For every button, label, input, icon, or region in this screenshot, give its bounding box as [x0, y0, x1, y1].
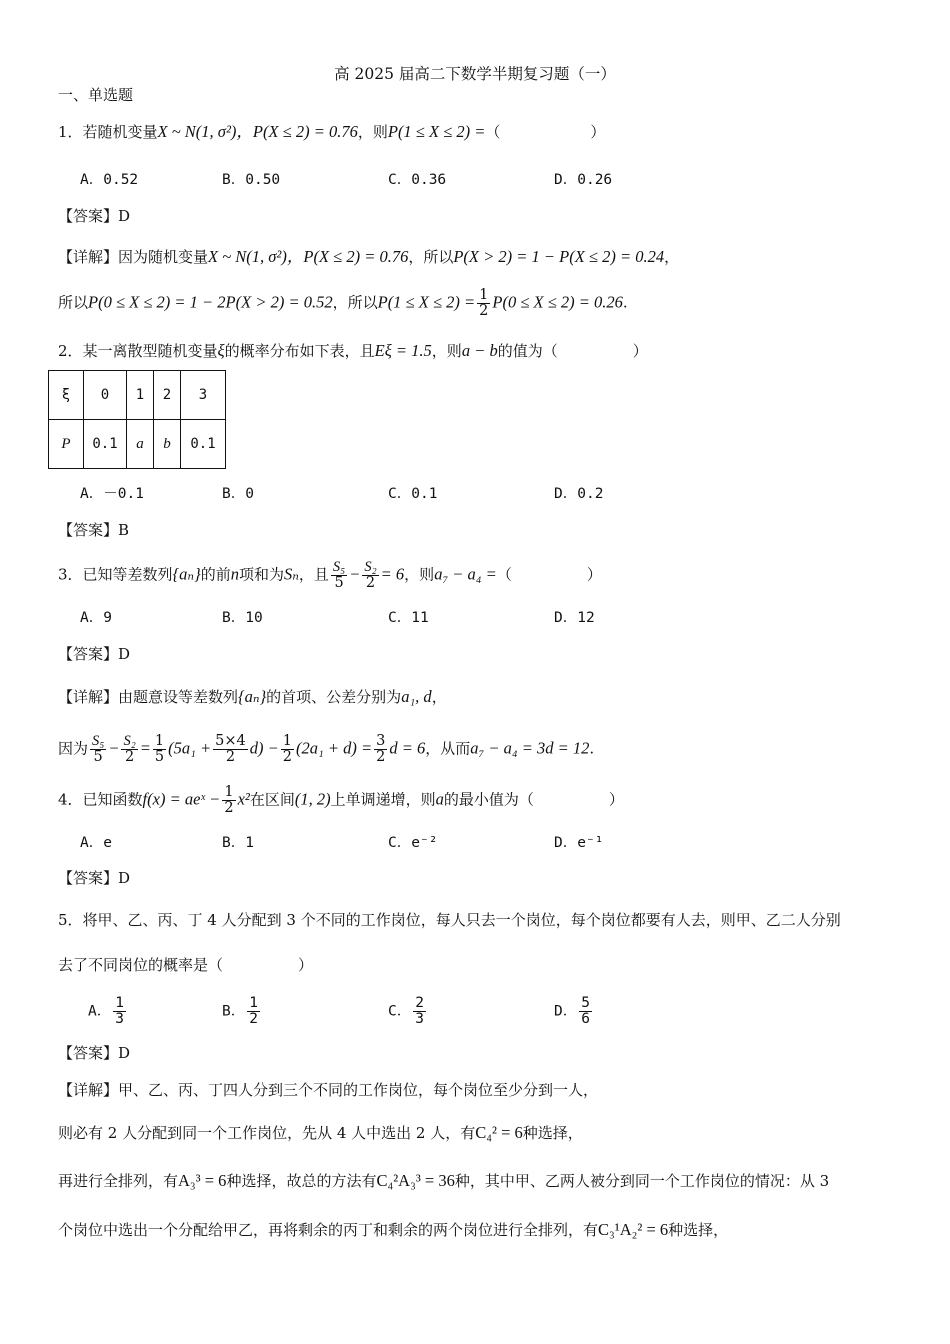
q3-detail-text: 的首项、公差分别为 — [266, 688, 402, 706]
q5-detail-line-4 — [58, 1219, 728, 1241]
q2-text: ，则 — [431, 342, 462, 360]
q1-detail-text: ，所以 — [408, 248, 454, 266]
q1-detail-math: P(X > 2) = 1 − P(X ≤ 2) = 0.24 — [453, 247, 665, 266]
q5-option-a — [88, 996, 128, 1027]
detail-label: 【详解】 — [58, 688, 119, 706]
q2-answer-value: B — [118, 521, 130, 539]
q3-paren: （ ） — [496, 565, 602, 584]
q4-answer-value: D — [118, 869, 131, 887]
fraction-denominator: 2 — [249, 1011, 258, 1027]
q3-text: 3．已知等差数列 — [58, 565, 173, 584]
fraction — [413, 996, 426, 1027]
q1-option-c: C．0.36 — [388, 172, 447, 188]
q1-text-2: ，则 — [357, 123, 388, 141]
q3-detail-text: ，从而 — [425, 739, 471, 758]
q3-detail-math: (2a₁ + d) = — [295, 738, 373, 758]
fraction — [90, 734, 106, 765]
q4-option-d: D．e⁻¹ — [554, 835, 604, 851]
fraction-numerator: S₅ — [332, 559, 346, 575]
fraction-half — [477, 288, 490, 319]
fraction-numerator: 1 — [115, 995, 124, 1011]
q1-paren: （ ） — [485, 123, 606, 141]
q1-text: 1．若随机变量 — [58, 123, 158, 141]
q2-option-a: A．－0.1 — [80, 486, 144, 502]
fraction-numerator: 1 — [224, 784, 234, 800]
fraction-denominator: 2 — [282, 749, 292, 765]
answer-label: 【答案】 — [58, 869, 119, 887]
q1-detail-line-2 — [58, 288, 628, 319]
q5-detail-text: 种选择， — [668, 1221, 729, 1239]
q3-text: ，且 — [298, 565, 329, 584]
question-4-stem — [58, 785, 624, 816]
q3-detail-math: a₁, d — [401, 687, 432, 706]
answer-label: 【答案】 — [58, 1044, 119, 1062]
q3-detail-text: . — [589, 739, 595, 758]
table-cell: ξ — [49, 371, 84, 420]
q5-detail-text: 种选择，故总的方法有 — [226, 1172, 377, 1190]
option-label: B． — [222, 1003, 246, 1020]
fraction-denominator: 2 — [225, 749, 236, 765]
q2-text: 的值为（ ） — [497, 342, 648, 360]
probability-distribution-table — [48, 370, 226, 469]
q5-detail-line-1 — [58, 1079, 598, 1101]
q5-detail-math: C₃¹A₂² = 6 — [598, 1220, 669, 1239]
q4-option-c: C．e⁻² — [388, 835, 438, 851]
q1-detail-line-1 — [58, 246, 679, 268]
table-cell: 0 — [84, 371, 127, 420]
fraction-numerator: 5 — [581, 995, 590, 1011]
q2-option-b: B．0 — [222, 486, 254, 502]
q5-detail-text: 甲、乙、丙、丁四人分到三个不同的工作岗位，每个岗位至少分到一人， — [118, 1081, 599, 1099]
fraction — [281, 734, 294, 765]
q5-answer — [58, 1042, 130, 1063]
q4-math: x² — [237, 789, 250, 809]
q2-math: Eξ = 1.5 — [374, 341, 432, 360]
q1-answer-value: D — [118, 207, 131, 225]
q5-option-b — [222, 996, 262, 1027]
q5-option-d — [554, 996, 594, 1027]
fraction-numerator: 1 — [249, 995, 258, 1011]
question-3-stem — [58, 560, 602, 591]
q3-math: {aₙ} — [172, 564, 201, 584]
fraction — [362, 560, 378, 591]
q1-option-d: D．0.26 — [554, 172, 613, 188]
q3-detail-text: 因为 — [58, 739, 89, 758]
q5-detail-math: C₄²A₃³ = 36 — [376, 1171, 455, 1190]
q3-detail-line-2 — [58, 734, 594, 765]
q3-option-b: B．10 — [222, 610, 263, 626]
table-cell: 3 — [181, 371, 226, 420]
q5-option-c — [388, 996, 428, 1027]
q3-option-c: C．11 — [388, 610, 429, 626]
q3-math: − — [349, 564, 361, 584]
q1-option-b: B．0.50 — [222, 172, 281, 188]
q3-detail-math: − — [108, 738, 120, 758]
fraction-numerator: 1 — [479, 287, 489, 303]
fraction-denominator: 2 — [124, 749, 135, 765]
q4-option-b: B．1 — [222, 835, 254, 851]
q3-detail-text: ， — [431, 688, 447, 706]
table-cell: P — [49, 420, 84, 469]
q2-answer — [58, 519, 129, 540]
q2-math: a − b — [461, 341, 498, 360]
q4-math: f(x) = aeˣ − — [142, 789, 221, 809]
section-heading: 一、单选题 — [58, 86, 134, 104]
table-row — [49, 371, 226, 420]
q3-text: 项和为 — [238, 565, 284, 584]
fraction — [153, 734, 166, 765]
q3-detail-math: d) − — [249, 738, 279, 758]
option-label: A． — [88, 1003, 112, 1020]
fraction-denominator: 2 — [365, 575, 376, 591]
table-cell: 0.1 — [84, 420, 127, 469]
fraction-numerator: S₅ — [92, 733, 105, 749]
q3-math: = 6 — [380, 564, 405, 584]
q3-math: Sₙ — [283, 564, 299, 584]
q3-detail-math: = — [139, 738, 151, 758]
fraction — [222, 785, 235, 816]
q1-math-1: X ~ N(1, σ²)，P(X ≤ 2) = 0.76 — [157, 122, 358, 141]
fraction — [113, 996, 126, 1027]
question-5-stem-line-1: 5．将甲、乙、丙、丁 4 人分配到 3 个不同的工作岗位，每人只去一个岗位，每个岗位都要有人去，则甲、乙二人分别 — [58, 911, 841, 929]
q5-detail-text: 种选择， — [522, 1124, 583, 1142]
q5-detail-text: 种，其中甲、乙两人被分到同一个工作岗位的情况：从 3 — [454, 1172, 830, 1190]
q5-detail-line-2 — [58, 1122, 583, 1144]
fraction-numerator: 1 — [154, 733, 165, 749]
answer-label: 【答案】 — [58, 521, 119, 539]
q3-answer — [58, 643, 130, 664]
table-row — [49, 420, 226, 469]
fraction-numerator: 5×4 — [215, 733, 246, 749]
q3-detail-line-1 — [58, 686, 447, 708]
fraction — [374, 734, 387, 765]
table-cell: b — [154, 420, 181, 469]
table-cell: a — [127, 420, 154, 469]
fraction — [331, 560, 347, 591]
fraction-denominator: 2 — [376, 749, 386, 765]
fraction-denominator: 2 — [224, 800, 234, 816]
q3-detail-math: {aₙ} — [238, 687, 267, 706]
fraction-numerator: S₂ — [364, 559, 377, 575]
q1-answer — [58, 205, 130, 226]
question-1-stem — [58, 121, 605, 143]
fraction-numerator: 3 — [376, 733, 386, 749]
q3-detail-math: d = 6 — [389, 738, 426, 758]
q2-option-c: C．0.1 — [388, 486, 438, 502]
q1-detail-text: . — [622, 293, 628, 312]
q3-option-d: D．12 — [554, 610, 595, 626]
q4-math: (1, 2) — [294, 789, 331, 809]
q1-detail-text: 所以 — [58, 293, 89, 312]
q3-detail-text: 由题意设等差数列 — [118, 688, 239, 706]
detail-label: 【详解】 — [58, 248, 119, 266]
fraction-denominator: 3 — [115, 1011, 124, 1027]
q3-text: 的前 — [200, 565, 231, 584]
option-label: C． — [388, 1003, 412, 1020]
option-label: D． — [554, 1003, 578, 1020]
fraction-numerator: 1 — [282, 733, 292, 749]
q4-text: 上单调递增，则 — [330, 790, 436, 809]
question-2-stem — [58, 340, 648, 362]
q1-detail-math: P(0 ≤ X ≤ 2) = 0.26 — [492, 292, 623, 312]
fraction-denominator: 3 — [415, 1011, 424, 1027]
q4-math: a — [435, 789, 444, 809]
q4-text: 在区间 — [249, 790, 295, 809]
q3-text: ，则 — [404, 565, 435, 584]
q3-math: a₇ − a₄ = — [434, 564, 497, 584]
question-5-stem-line-2: 去了不同岗位的概率是（ ） — [58, 956, 314, 974]
q5-detail-math: A₃³ = 6 — [178, 1171, 227, 1190]
q2-text: 2．某一离散型随机变量 — [58, 342, 218, 360]
q4-answer — [58, 867, 130, 888]
fraction — [121, 734, 137, 765]
detail-label: 【详解】 — [58, 1081, 119, 1099]
q5-detail-math: C₄² = 6 — [475, 1123, 523, 1142]
q3-detail-math: a₇ − a₄ = 3d = 12 — [470, 738, 590, 758]
fraction-denominator: 6 — [581, 1011, 590, 1027]
q3-math: n — [230, 564, 239, 584]
table-cell: 2 — [154, 371, 181, 420]
q2-math-xi: ξ — [217, 341, 225, 360]
q1-detail-text: ， — [664, 248, 680, 266]
q5-answer-value: D — [118, 1044, 131, 1062]
q3-detail-math: (5a₁ + — [168, 738, 212, 758]
q1-detail-text: 因为随机变量 — [118, 248, 209, 266]
table-cell: 0.1 — [181, 420, 226, 469]
table-cell: 1 — [127, 371, 154, 420]
fraction-denominator: 5 — [154, 749, 165, 765]
fraction-numerator: 2 — [415, 995, 424, 1011]
q1-detail-math: P(1 ≤ X ≤ 2) = — [377, 292, 476, 312]
page-title: 高 2025 届高二下数学半期复习题（一） — [334, 65, 616, 83]
fraction-denominator: 2 — [479, 303, 489, 319]
q3-answer-value: D — [118, 645, 131, 663]
fraction — [247, 996, 260, 1027]
fraction-numerator: S₂ — [123, 733, 136, 749]
q2-option-d: D．0.2 — [554, 486, 604, 502]
q4-option-a: A．e — [80, 835, 112, 851]
q5-detail-text: 则必有 2 人分配到同一个工作岗位，先从 4 人中选出 2 人，有 — [58, 1124, 476, 1142]
q4-text: 的最小值为（ ） — [443, 790, 624, 809]
q1-option-a: A．0.52 — [80, 172, 139, 188]
q1-detail-math: P(0 ≤ X ≤ 2) = 1 − 2P(X > 2) = 0.52 — [88, 292, 333, 312]
q3-option-a: A．9 — [80, 610, 112, 626]
fraction — [213, 734, 248, 765]
fraction — [579, 996, 592, 1027]
q2-text: 的概率分布如下表，且 — [224, 342, 375, 360]
answer-label: 【答案】 — [58, 207, 119, 225]
q5-detail-text: 再进行全排列，有 — [58, 1172, 179, 1190]
q4-text: 4．已知函数 — [58, 790, 143, 809]
q1-detail-text: ，所以 — [332, 293, 378, 312]
fraction-denominator: 5 — [334, 575, 344, 591]
answer-label: 【答案】 — [58, 645, 119, 663]
q5-detail-text: 个岗位中选出一个分配给甲乙，再将剩余的丙丁和剩余的两个岗位进行全排列，有 — [58, 1221, 599, 1239]
q1-detail-math: X ~ N(1, σ²)，P(X ≤ 2) = 0.76 — [208, 247, 409, 266]
fraction-denominator: 5 — [93, 749, 103, 765]
q1-math-2: P(1 ≤ X ≤ 2) = — [387, 122, 486, 141]
q5-detail-line-3 — [58, 1170, 829, 1192]
